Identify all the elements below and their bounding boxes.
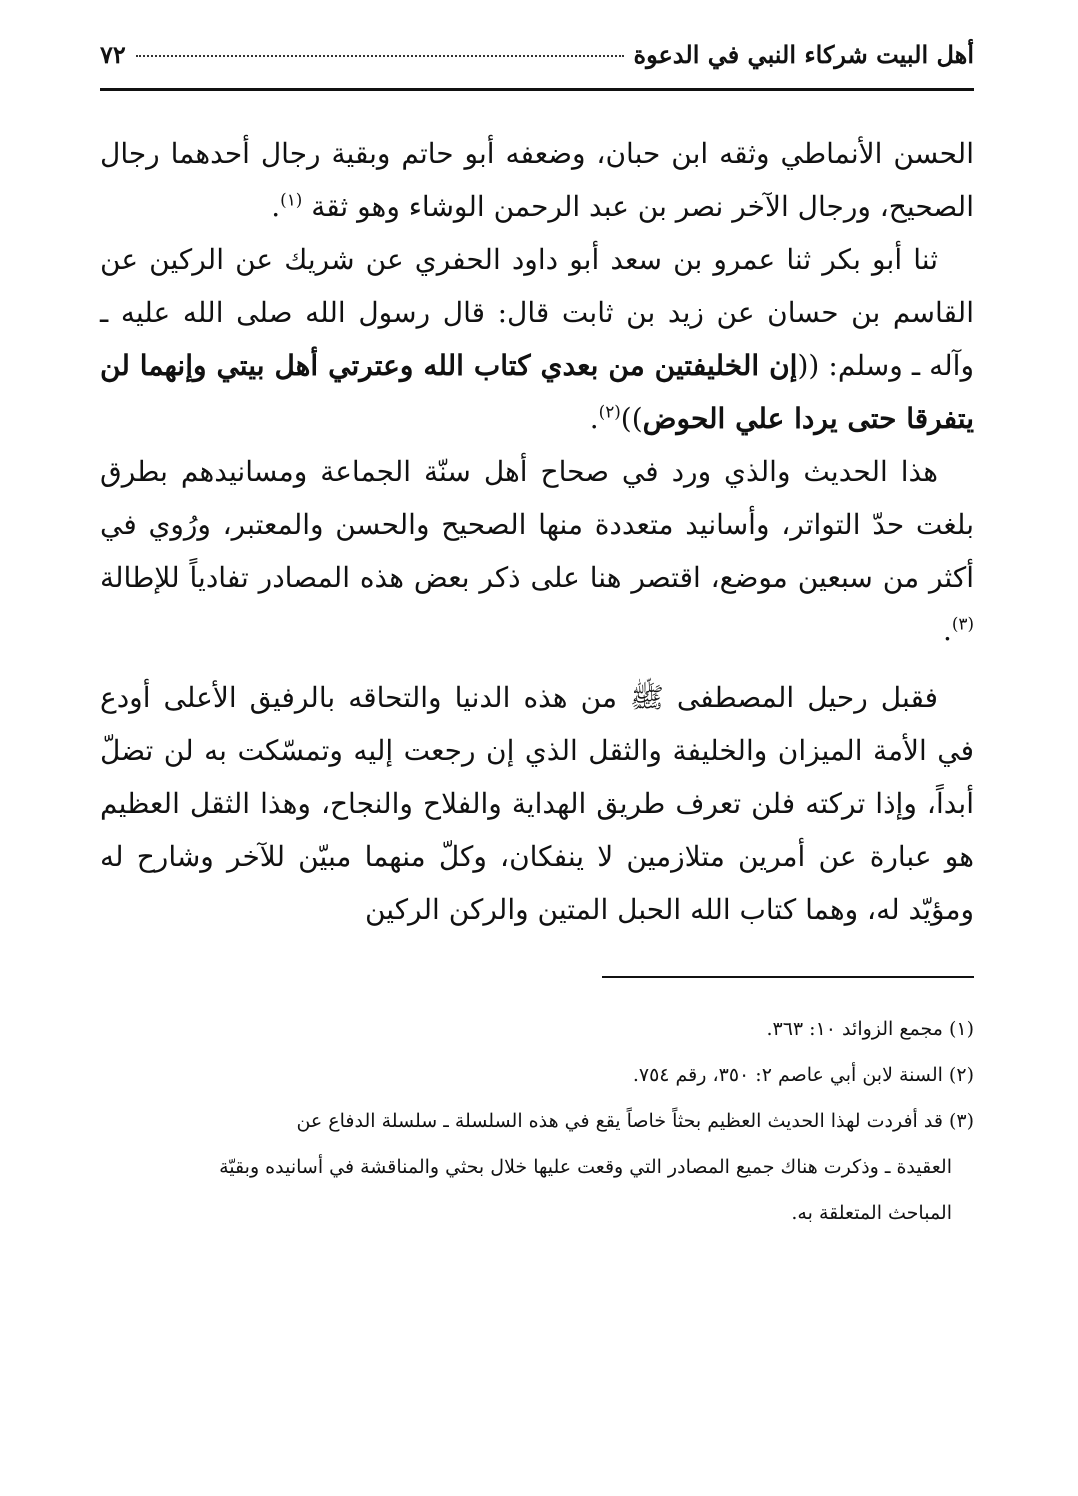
paragraph-2: ثنا أبو بكر ثنا عمرو بن سعد أبو داود الحفري عن شريك عن الركين عن القاسم بن حسان عن زيد بن ثابت قال: قال رسول الله صلى الله عليه ـ وآله ـ وسلم: ((إن الخليفتين من بعدي كتاب الله وعترتي أهل بيتي وإنهما لن يتفرقا حتى يردا علي الحوض))$^{(٢)}$. bbox=[100, 243, 974, 435]
running-title: أهل البيت شركاء النبي في الدعوة bbox=[633, 40, 974, 69]
paragraph-3: هذا الحديث والذي ورد في صحاح أهل سنّة الجماعة ومسانيدهم بطرق بلغت حدّ التواتر، وأسانيد متعددة منها الصحيح والحسن والمعتبر، ورُوي في أكثر من سبعين موضع، اقتصر هنا على ذكر بعض هذه المصادر تفادياً للإطالة $^{(٣)}$. bbox=[100, 455, 974, 647]
footnote-separator bbox=[602, 976, 974, 978]
footnote-1: (١) مجمع الزوائد ١٠: ٣٦٣. bbox=[766, 1018, 974, 1040]
footnote-3-line-1: (٣) قد أفردت لهذا الحديث العظيم بحثاً خاصاً يقع في هذه السلسلة ـ سلسلة الدفاع عن bbox=[296, 1110, 974, 1132]
footnote-ref-3: (٣) bbox=[951, 613, 974, 634]
footnote-ref-2: (٢) bbox=[598, 401, 621, 422]
paragraph-1-text: الحسن الأنماطي وثقه ابن حبان، وضعفه أبو حاتم وبقية رجال أحدهما رجال الصحيح، ورجال الآخر نصر بن عبد الرحمن الوشاء وهو ثقة bbox=[100, 137, 974, 223]
paragraph-3-text: هذا الحديث والذي ورد في صحاح أهل سنّة الجماعة ومسانيدهم بطرق بلغت حدّ التواتر، وأسانيد متعددة منها الصحيح والحسن والمعتبر، ورُوي في أكثر من سبعين موضع، اقتصر هنا على ذكر بعض هذه المصادر تفادياً للإطالة bbox=[100, 455, 974, 594]
main-text bbox=[100, 127, 974, 936]
footnote-ref-1: (١) bbox=[280, 189, 303, 210]
paragraph-2-text: ثنا أبو بكر ثنا عمرو بن سعد أبو داود الحفري عن شريك عن الركين عن القاسم بن حسان عن زيد بن ثابت قال: قال رسول الله صلى الله عليه ـ وآله ـ وسلم: (( bbox=[100, 243, 974, 382]
page-header bbox=[100, 40, 974, 91]
paragraph-1: الحسن الأنماطي وثقه ابن حبان، وضعفه أبو حاتم وبقية رجال أحدهما رجال الصحيح، ورجال الآخر نصر بن عبد الرحمن الوشاء وهو ثقة $^{(١)}$. bbox=[100, 137, 974, 223]
footnotes bbox=[100, 1006, 974, 1236]
footnote-3-line-2: العقيدة ـ وذكرت هناك جميع المصادر التي وقعت عليها خلال بحثي والمناقشة في أسانيده وبقيّة bbox=[219, 1156, 952, 1178]
hadith-quote: إن الخليفتين من بعدي كتاب الله وعترتي أهل بيتي وإنهما لن يتفرقا حتى يردا علي الحوض bbox=[100, 349, 974, 435]
footnote-3-line-3: المباحث المتعلقة به. bbox=[791, 1202, 952, 1224]
quote-close: )) bbox=[620, 402, 643, 435]
page-number: ٧٢ bbox=[100, 40, 126, 69]
paragraph-4: فقبل رحيل المصطفى ﷺ من هذه الدنيا والتحاقه بالرفيق الأعلى أودع في الأمة الميزان والخليفة والثقل الذي إن رجعت إليه وتمسّكت به لن تضلّ أبداً، وإذا تركته فلن تعرف طريق الهداية والفلاح والنجاح، وهذا الثقل العظيم هو عبارة عن أمرين متلازمين لا ينفكان، وكلّ منهما مبيّن للآخر وشارح له ومؤيّد له، وهما كتاب الله الحبل المتين والركن الركين bbox=[100, 681, 974, 926]
footnote-2: (٢) السنة لابن أبي عاصم ٢: ٣٥٠، رقم ٧٥٤. bbox=[632, 1064, 974, 1086]
header-leader-dots bbox=[136, 55, 624, 57]
